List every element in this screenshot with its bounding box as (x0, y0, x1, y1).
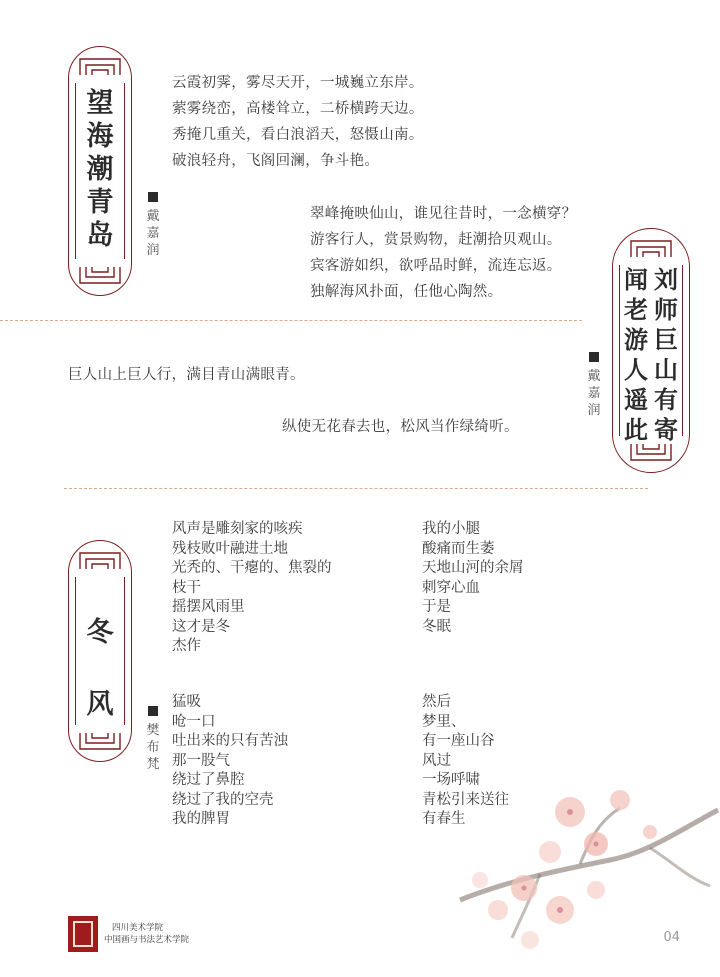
poem-line: 破浪轻舟，飞阁回澜，争斗艳。 (172, 153, 380, 169)
poem3-author (145, 706, 161, 773)
poem-line: 我的脾胃 (172, 811, 230, 827)
author-char: 润 (587, 403, 601, 418)
poem-line: 呛一口 (172, 713, 216, 730)
title-char: 海 (86, 121, 114, 152)
title-char: 青 (86, 187, 114, 218)
poem2-title (613, 265, 689, 444)
fret-ornament-icon (629, 237, 673, 259)
title-char: 冬 (86, 617, 114, 648)
poem-line: 摇摆风雨里 (172, 599, 245, 615)
poem-line: 猛吸 (172, 694, 201, 710)
author-char: 润 (146, 243, 160, 258)
title-char: 寄 (654, 415, 678, 444)
poem1-title-plaque (68, 46, 132, 296)
title-char: 老 (624, 295, 648, 324)
poem1-stanza2 (310, 201, 576, 305)
title-char: 有 (654, 385, 678, 414)
author-char: 戴 (587, 369, 601, 384)
poem-line: 绕过了鼻腔 (172, 772, 245, 788)
poem-line: 风声是雕刻家的咳疾 (172, 521, 303, 537)
poem-line: 这才是冬 (172, 618, 230, 635)
poem-line: 冬眠 (422, 618, 451, 635)
title-char: 闻 (624, 265, 648, 294)
poem-line: 独解海风扑面，任他心陶然。 (310, 284, 503, 300)
poem3-title (69, 597, 131, 741)
poem-line: 游客行人，赏景购物，赶潮拾贝观山。 (310, 232, 562, 248)
fret-ornament-icon (78, 55, 122, 77)
poem-line: 光秃的、干瘪的、焦裂的 (172, 560, 332, 576)
author-char: 布 (146, 740, 160, 755)
poem-line: 刺穿心血 (422, 579, 480, 596)
poem-line: 吐出来的只有苦浊 (172, 733, 288, 749)
poem3-title-plaque (68, 540, 132, 762)
title-char: 巨 (654, 325, 678, 354)
poem-line: 杰作 (172, 638, 201, 654)
author-char: 嘉 (146, 226, 160, 241)
poem-line: 云霞初霁，雾尽天开，一城巍立东岸。 (172, 75, 424, 91)
poem2-line2: 纵使无花春去也，松风当作绿绮听。 (282, 419, 519, 435)
title-char: 此 (624, 415, 648, 444)
author-char: 戴 (146, 209, 160, 224)
poem-line: 梦里、 (422, 713, 466, 730)
poem2-author (586, 352, 602, 419)
poem-line: 然后 (422, 694, 451, 710)
author-char: 梵 (146, 757, 160, 772)
title-char: 遥 (624, 385, 648, 414)
poem-line: 翠峰掩映仙山，谁见往昔时，一念横穿？ (310, 206, 577, 222)
author-char: 樊 (146, 723, 160, 738)
poem-line: 风过 (422, 752, 451, 769)
poem-line: 有春生 (422, 811, 466, 827)
poem-line: 秀掩几重关，看白浪滔天，怒慑山南。 (172, 127, 424, 143)
title-char: 岛 (86, 220, 114, 251)
title-char: 师 (654, 295, 678, 324)
poem1-stanza1 (172, 70, 424, 174)
fret-ornament-icon (78, 731, 122, 753)
fret-ornament-icon (78, 549, 122, 571)
poem-line: 于是 (422, 599, 451, 615)
title-char: 望 (86, 88, 114, 119)
poem-line: 青松引来送往 (422, 791, 509, 808)
academy-seal-icon (68, 916, 98, 952)
poem-line: 枝干 (172, 579, 201, 596)
poem3-col2a (422, 520, 524, 637)
poem3-col1b (172, 693, 288, 830)
fret-ornament-icon (629, 442, 673, 464)
poem3-col1a (172, 520, 332, 657)
title-char: 人 (624, 355, 648, 384)
poem-line: 那一股气 (172, 752, 230, 769)
logo-line2: 中国画与书法艺术学院 (104, 935, 190, 945)
title-char: 山 (654, 355, 678, 384)
poem-line: 有一座山谷 (422, 733, 495, 749)
poem-line: 一场呼啸 (422, 772, 480, 788)
fret-ornament-icon (78, 265, 122, 287)
poem2-line1: 巨人山上巨人行，满目青山满眼青。 (68, 367, 305, 383)
divider (0, 320, 582, 321)
title-char: 刘 (654, 265, 678, 294)
poem-line: 我的小腿 (422, 521, 480, 537)
poem1-author (145, 192, 161, 259)
page-number: 04 (663, 930, 680, 945)
author-char: 嘉 (587, 386, 601, 401)
poem-line: 萦雾绕峦，高楼耸立，二桥横跨天边。 (172, 101, 424, 117)
poem-line: 残枝败叶融进土地 (172, 540, 288, 557)
title-char: 潮 (86, 154, 114, 185)
title-char: 游 (624, 325, 648, 354)
poem1-title (69, 87, 131, 252)
logo-line1: 四川美术学院 (112, 923, 164, 933)
title-char: 风 (86, 689, 114, 720)
poem-line: 宾客游如织，欲呼品时鲜，流连忘返。 (310, 258, 562, 274)
footer-logo (68, 916, 218, 952)
divider (64, 488, 648, 489)
poem-line: 酸痛而生萎 (422, 540, 495, 557)
poem-line: 绕过了我的空壳 (172, 791, 274, 808)
poem-line: 天地山河的余屑 (422, 560, 524, 576)
poem2-title-plaque (612, 228, 690, 473)
